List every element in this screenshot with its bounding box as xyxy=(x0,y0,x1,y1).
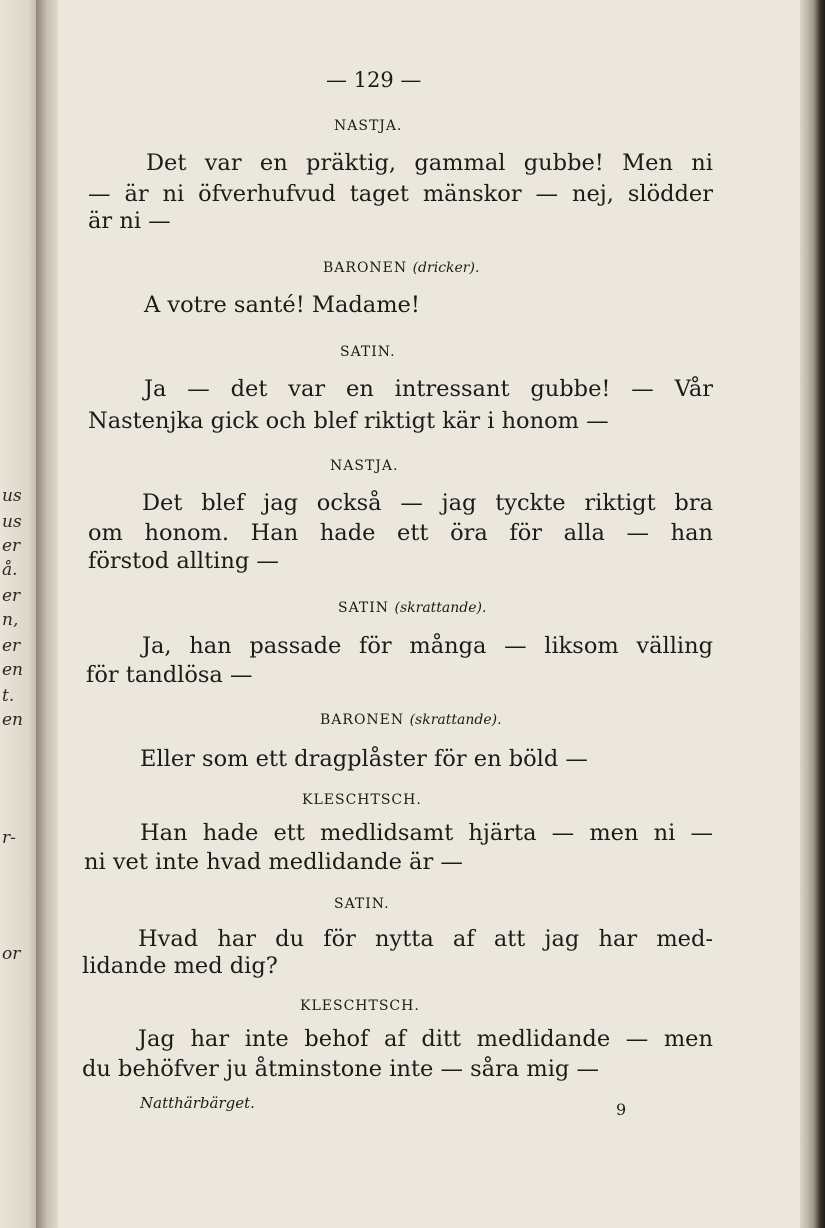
signature-mark: Natthärbärget. xyxy=(140,1094,255,1112)
speaker-label: BARONEN (skrattande). xyxy=(320,712,502,728)
left-page-text-fragment: n, xyxy=(2,610,19,630)
dialogue-line: A votre santé! Madame! xyxy=(144,292,420,318)
book-gutter xyxy=(36,0,60,1228)
dialogue-line: ni vet inte hvad medlidande är — xyxy=(84,849,463,875)
speaker-label: NASTJA. xyxy=(334,118,403,134)
speaker-label: BARONEN (dricker). xyxy=(323,260,480,276)
dialogue-line: Det blef jag också — jag tyckte riktigt bra xyxy=(142,490,713,516)
dialogue-line: — är ni öfverhufvud taget mänskor — nej, slödder xyxy=(88,181,713,207)
dialogue-line: Nastenjka gick och blef riktigt kär i honom — xyxy=(88,408,609,434)
stage-direction: (skrattande). xyxy=(409,712,502,728)
speaker-label: NASTJA. xyxy=(330,458,399,474)
dialogue-line: Eller som ett dragplåster för en böld — xyxy=(140,746,588,772)
dialogue-line: du behöfver ju åtminstone inte — såra mig — xyxy=(82,1056,599,1082)
dialogue-line: Det var en präktig, gammal gubbe! Men ni xyxy=(146,150,713,176)
page-edge-shadow xyxy=(800,0,825,1228)
left-page-text-fragment: us xyxy=(2,486,22,506)
dialogue-line: Ja — det var en intressant gubbe! — Vår xyxy=(144,376,713,402)
dialogue-line: Ja, han passade för många — liksom välling xyxy=(142,633,713,659)
left-page-text-fragment: å. xyxy=(2,560,18,580)
dialogue-line: är ni — xyxy=(88,208,171,234)
speaker-label: SATIN (skrattande). xyxy=(338,600,487,616)
left-page-text-fragment: or xyxy=(2,944,21,964)
speaker-label: SATIN. xyxy=(334,896,390,912)
left-page-text-fragment: r- xyxy=(2,828,16,848)
left-page-text-fragment: en xyxy=(2,660,24,680)
signature-folio: 9 xyxy=(616,1100,627,1119)
left-page-text-fragment: er xyxy=(2,536,21,556)
stage-direction: (dricker). xyxy=(412,260,480,276)
dialogue-line: Han hade ett medlidsamt hjärta — men ni — xyxy=(140,820,713,846)
speaker-label: SATIN. xyxy=(340,344,396,360)
left-page-text-fragment: us xyxy=(2,512,22,532)
dialogue-line: förstod allting — xyxy=(88,548,279,574)
speaker-label: KLESCHTSCH. xyxy=(300,998,420,1014)
left-page-edge xyxy=(0,0,40,1228)
stage-direction: (skrattande). xyxy=(394,600,487,616)
dialogue-line: om honom. Han hade ett öra för alla — han xyxy=(88,520,713,546)
left-page-text-fragment: er xyxy=(2,636,21,656)
left-page-text-fragment: t. xyxy=(2,686,15,706)
dialogue-line: för tandlösa — xyxy=(86,662,253,688)
book-page xyxy=(58,0,800,1228)
page-number: — 129 — xyxy=(326,68,422,92)
speaker-label: KLESCHTSCH. xyxy=(302,792,422,808)
dialogue-line: lidande med dig? xyxy=(82,953,278,979)
dialogue-line: Hvad har du för nytta af att jag har med- xyxy=(138,926,713,952)
left-page-text-fragment: en xyxy=(2,710,24,730)
left-page-text-fragment: er xyxy=(2,586,21,606)
dialogue-line: Jag har inte behof af ditt medlidande — men xyxy=(138,1026,713,1052)
